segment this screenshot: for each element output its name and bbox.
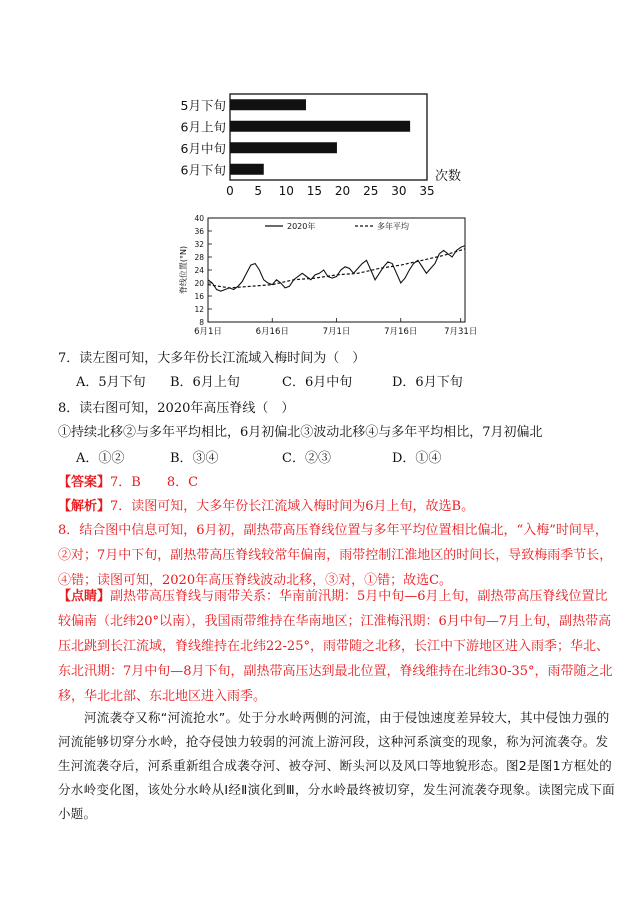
question-8-option-b: B．③④ bbox=[170, 451, 219, 466]
bar-x-tick-label: 0 bbox=[226, 184, 234, 198]
question-8-stem: 8．读右图可知，2020年高压脊线（ ） bbox=[58, 401, 295, 416]
analysis-text-8: 8．结合图中信息可知，6月初，副热带高压脊线位置与多年平均位置相比偏北，“入梅”时间早，②对；7月中下旬，副热带高压脊线较常年偏南，雨带控制江淮地区的时间长，导致梅雨季节长，④错；读图可知，2020年高压脊线波动北移，③对，①错；故选C。 bbox=[58, 523, 613, 588]
line-y-tick-label: 16 bbox=[194, 292, 204, 301]
bar bbox=[230, 142, 337, 153]
bar-chart bbox=[160, 88, 480, 200]
note-text: 副热带高压脊线与雨带关系：华南前汛期：5月中旬—6月上旬，副热带高压脊线位置比较偏南（北纬20°以南），我国雨带维持在华南地区；江淮梅汛期：6月中旬—7月上旬，副热带高压北跳到长江流域，脊线维持在北纬22-25°，雨带随之北移，长江中下游地区进入雨季；华北、东北汛期：7月中旬—8月下旬，副热带高压达到最北位置，脊线维持在北纬30-35°，雨带随之北移，华北北部、东北地区进入雨季。 bbox=[58, 589, 613, 704]
bar-x-tick-label: 30 bbox=[391, 184, 407, 198]
bar-x-tick-label: 25 bbox=[363, 184, 379, 198]
question-8-option-c: C．②③ bbox=[282, 451, 331, 466]
series-line-average bbox=[208, 249, 465, 288]
bar bbox=[230, 164, 264, 175]
bar-x-axis-label: 次数 bbox=[435, 169, 462, 184]
bar bbox=[230, 99, 306, 110]
line-y-tick-label: 20 bbox=[194, 279, 204, 288]
line-chart-frame bbox=[208, 218, 465, 322]
answer-text: 7．B 8．C bbox=[110, 475, 199, 490]
question-8-option-d: D．①④ bbox=[392, 451, 442, 466]
line-y-tick-label: 36 bbox=[194, 227, 204, 236]
bar-category-label: 6月下旬 bbox=[180, 162, 226, 178]
bar-category-label: 6月上旬 bbox=[180, 119, 226, 135]
question-8-statements: ①持续北移②与多年平均相比，6月初偏北③波动北移④与多年平均相比，7月初偏北 bbox=[58, 425, 543, 440]
line-chart bbox=[170, 210, 480, 345]
bar-x-tick-label: 20 bbox=[334, 184, 351, 198]
note-tag: 【点睛】 bbox=[58, 589, 111, 604]
line-x-tick-label: 7月1日 bbox=[322, 327, 351, 337]
bar-x-tick-label: 5 bbox=[254, 184, 262, 198]
line-x-tick-label: 7月31日 bbox=[444, 327, 478, 337]
legend-label: 多年平均 bbox=[377, 222, 409, 231]
analysis-tag: 【解析】 bbox=[58, 499, 111, 514]
bar-x-tick-label: 35 bbox=[419, 184, 435, 198]
bar-chart-svg bbox=[160, 88, 480, 200]
bar-category-label: 6月中旬 bbox=[180, 140, 226, 156]
analysis-text-7: 7．读图可知，大多年份长江流域入梅时间为6月上旬，故选B。 bbox=[110, 499, 475, 514]
question-8-option-a: A．①② bbox=[76, 451, 125, 466]
bar bbox=[230, 121, 410, 132]
passage-paragraph: 河流袭夺又称“河流抢水”。处于分水岭两侧的河流，由于侵蚀速度差异较大，其中侵蚀力强的河流能够切穿分水岭，抢夺侵蚀力较弱的河流上游河段，这种河系演变的现象，称为河流袭夺。发生河流袭夺后，河系重新组合成袭夺河、被夺河、断头河以及风口等地貌形态。图2是图1方框处的分水岭变化图，该处分水岭从Ⅰ经Ⅱ演化到Ⅲ，分水岭最终被切穿，发生河流袭夺现象。读图完成下面小题。 bbox=[58, 710, 615, 821]
line-y-axis-label: 脊线位置(°N) bbox=[179, 245, 188, 295]
question-7-option-a: A．5月下旬 bbox=[76, 375, 146, 390]
legend-label: 2020年 bbox=[287, 222, 316, 231]
line-x-tick-label: 6月1日 bbox=[194, 327, 222, 337]
answer-line bbox=[58, 474, 198, 492]
note-paragraph bbox=[58, 584, 618, 709]
bar-category-label: 5月下旬 bbox=[180, 97, 226, 113]
question-7-stem: 7．读左图可知，大多年份长江流域入梅时间为（ ） bbox=[58, 351, 366, 366]
analysis-line bbox=[58, 498, 474, 516]
line-y-tick-label: 24 bbox=[194, 266, 204, 275]
series-line-2020 bbox=[208, 246, 465, 292]
answer-tag: 【答案】 bbox=[58, 475, 111, 490]
line-x-tick-label: 6月16日 bbox=[255, 327, 289, 337]
line-y-tick-label: 12 bbox=[194, 305, 204, 314]
line-x-tick-label: 7月16日 bbox=[384, 327, 418, 337]
line-chart-svg bbox=[170, 210, 480, 345]
line-y-tick-label: 32 bbox=[194, 240, 204, 249]
line-y-tick-label: 40 bbox=[194, 214, 204, 223]
line-y-tick-label: 28 bbox=[194, 253, 204, 262]
line-y-tick-label: 8 bbox=[199, 318, 204, 327]
question-7-option-c: C．6月中旬 bbox=[282, 375, 353, 390]
question-7-option-d: D．6月下旬 bbox=[392, 375, 463, 390]
question-7-option-b: B．6月上旬 bbox=[170, 375, 240, 390]
bar-x-tick-label: 15 bbox=[306, 184, 323, 198]
bar-x-tick-label: 10 bbox=[278, 184, 294, 198]
